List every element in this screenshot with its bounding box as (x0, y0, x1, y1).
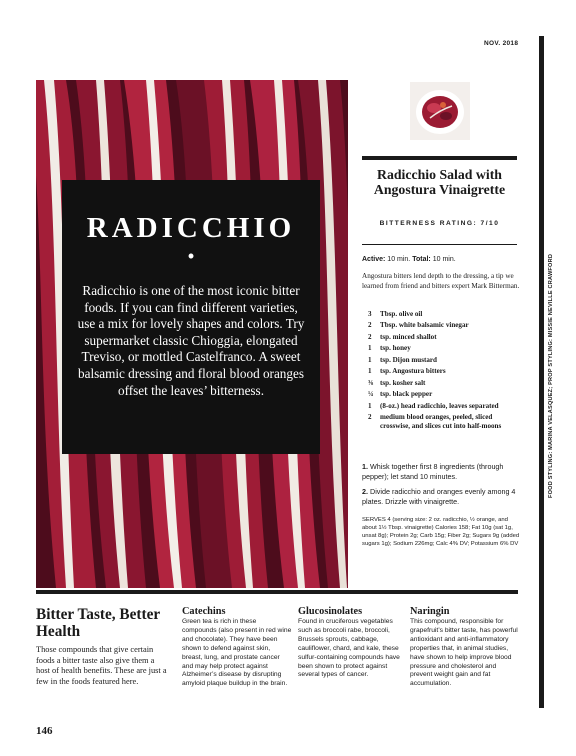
ingredient-name: (8-oz.) head radicchio, leaves separated (380, 401, 499, 410)
recipe-top-rule (362, 156, 517, 160)
ingredient-qty: 1 (368, 355, 372, 364)
ingredient-qty: ⅜ (368, 378, 374, 387)
intro-box (62, 180, 320, 454)
ingredient-qty: 1 (368, 401, 372, 410)
compound-text: This compound, responsible for grapefruit’s bitter taste, has powerful antioxidant and anti-inflammatory properties that, in animal studies, have shown to help improve blood pressure and cholesterol and prevent weight gain and fat accumulation. (410, 618, 518, 688)
ingredient-name: Tbsp. white balsamic vinegar (380, 321, 469, 330)
ingredient-name: tsp. honey (380, 344, 411, 353)
ingredient-list (368, 310, 518, 433)
list-item (368, 402, 518, 410)
total-value: 10 min. (432, 256, 456, 263)
recipe-times (362, 256, 456, 263)
list-item (368, 344, 518, 352)
compound-catechins (182, 606, 292, 689)
ingredient-name: tsp. minced shallot (380, 332, 437, 341)
list-item (368, 390, 518, 398)
ingredient-name: tsp. kosher salt (380, 378, 426, 387)
recipe-step (362, 462, 522, 481)
ingredient-qty: 2 (368, 413, 372, 422)
nutrition-info: SERVES 4 (serving size: 2 oz. radicchio, ½ orange, and about 1½ Tbsp. vinaigrette) Calories 158; Fat 10g (sat 1g, unsat 8g); Protein 2g; Carb 15g; Fiber 2g; Sugars 9g (added sugars 1g); Sodium 226mg; Calc 4% DV; Potassium 6% DV (362, 517, 520, 548)
ingredient-name: tsp. Angostura bitters (380, 367, 446, 376)
bitter-health-text: Those compounds that give certain foods a bitter taste also give them a host of health benefits. These are just a few in the foods featured here. (36, 645, 167, 686)
section-rule (36, 590, 518, 594)
compound-text: Found in cruciferous vegetables such as broccoli rabe, broccoli, Brussels sprouts, cabbage, cauliflower, chard, and kale, these sulfur-containing compounds have been shown to protect against several types of cancer. (298, 618, 400, 679)
compound-title: Glucosinolates (298, 606, 363, 617)
ingredient-qty: 3 (368, 310, 372, 318)
total-label: Total: (412, 256, 431, 263)
rating-rule (362, 244, 517, 245)
ingredient-qty: 1 (368, 344, 372, 353)
issue-date: NOV. 2018 (484, 40, 519, 47)
ingredient-qty: ¼ (368, 390, 374, 399)
list-item (368, 356, 518, 364)
ingredient-qty: 2 (368, 332, 372, 341)
recipe-blurb: Angostura bitters lend depth to the dressing, a tip we learned from friend and bitters expert Mark Bitterman. (362, 272, 520, 290)
compound-title: Naringin (410, 606, 450, 617)
intro-bullet: • (187, 246, 195, 266)
step-text: Whisk together first 8 ingredients (through pepper); let stand 10 minutes. (362, 462, 504, 481)
salad-thumbnail (410, 82, 470, 140)
list-item (368, 333, 518, 341)
ingredient-name: Tbsp. olive oil (380, 310, 423, 318)
step-number: 2. (362, 487, 368, 497)
bitter-health-title: Bitter Taste, Better Health (36, 606, 160, 640)
compound-title: Catechins (182, 606, 226, 617)
step-text: Divide radicchio and oranges evenly among 4 plates. Drizzle with vinaigrette. (362, 487, 516, 506)
ingredient-qty: 2 (368, 321, 372, 330)
step-number: 1. (362, 462, 368, 471)
recipe-steps (362, 462, 522, 512)
bitterness-rating: BITTERNESS RATING: 7/10 (379, 220, 500, 227)
active-value: 10 min. (387, 256, 411, 263)
recipe-step (362, 487, 522, 506)
list-item (368, 379, 518, 387)
right-edge-rule (539, 36, 544, 708)
list-item (368, 310, 518, 318)
intro-text: Radicchio is one of the most iconic bitter foods. If you can find different varieties, use a mix for lovely shapes and colors. Try supermarket classic Chioggia, elongated Treviso, or mottled Castelfranco. A sweet balsamic dressing and floral blood oranges offset the leaves’ bitterness. (77, 283, 305, 398)
photo-credits: FOOD STYLING: MARINA VELASQUEZ; PROP STYLING: MISSIE NEVILLE CRAWFORD (548, 253, 554, 498)
list-item (368, 413, 518, 430)
compound-naringin (410, 606, 520, 689)
ingredient-name: tsp. black pepper (380, 390, 433, 399)
list-item (368, 321, 518, 329)
intro-title: RADICCHIO (86, 212, 296, 244)
ingredient-name: medium blood oranges, peeled, sliced crosswise, and slices cut into half-moons (380, 413, 502, 430)
ingredient-qty: 1 (368, 367, 372, 376)
compound-text: Green tea is rich in these compounds (also present in red wine and chocolate). They have been shown to defend against skin, breast, lung, and prostate cancer and may help protect against Alzheimer’s disease by disrupting amyloid plaque buildup in the brain. (182, 618, 292, 688)
ingredient-name: tsp. Dijon mustard (380, 355, 437, 364)
recipe-title: Radicchio Salad with Angostura Vinaigrette (373, 167, 506, 197)
list-item (368, 367, 518, 375)
page-number: 146 (36, 725, 53, 737)
active-label: Active: (362, 256, 386, 263)
compound-glucosinolates (298, 606, 408, 680)
